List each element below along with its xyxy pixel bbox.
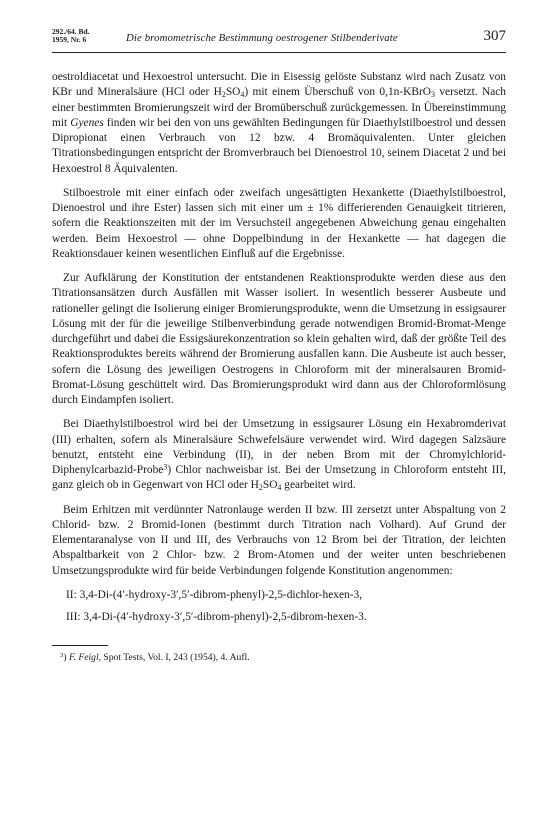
p1-text-b: SO: [225, 86, 241, 99]
footnote-mark: 3: [60, 652, 64, 660]
footnote-3: [60, 652, 506, 664]
p1-text-a: oestroldiacetat und Hexoestrol untersucht. Die in Eisessig gelöste Substanz wird nach Zusatz von KBr und Mineralsäure (HCl oder H: [52, 71, 506, 99]
p4-text-c: SO: [262, 479, 278, 492]
p1-text-d: versetzt. Nach einer bestimmten Bromierungszeit wird der Bromüberschuß zurückgemessen. In Übereinstimmung mit: [52, 86, 507, 129]
volume-line-2: 1959, Nr. 6: [52, 35, 87, 44]
paragraph-1: [52, 70, 506, 177]
p1-author-name: Gyenes: [70, 116, 104, 129]
p4-footnote-ref: 3: [163, 462, 168, 472]
formula-iii-text: 3,4-Di-(4′-hydroxy-3′,5′-dibrom-phenyl)-2,5-dibrom-hexen-3.: [83, 611, 367, 623]
volume-info: [52, 28, 90, 44]
article-body: [52, 70, 506, 664]
p1-text-c: ) mit einem Überschuß von 0,1n-KBrO: [244, 86, 431, 99]
p4-text-b: ) Chlor nachweisbar ist. Bei der Umsetzung in Chloroform entsteht III, ganz gleich ob in Gegenwart von HCl oder H: [52, 464, 506, 492]
page-header: [52, 26, 506, 53]
formula-ii-label: II:: [66, 588, 77, 601]
p4-sub-b: 2: [258, 483, 263, 493]
journal-page: [52, 26, 507, 664]
formula-iii: [66, 610, 506, 625]
footnote-text-b: , Spot Tests, Vol. I, 243 (1954), 4. Aufl.: [98, 652, 250, 664]
p4-text-d: gearbeitet wird.: [281, 479, 356, 492]
p1-sub-a: 2: [221, 90, 226, 100]
paragraph-5: Beim Erhitzen mit verdünnter Natronlauge werden II bzw. III zersetzt unter Abspaltung von 2 Chlorid- bzw. 2 Bromid-Ionen (bestimmt durch Titration nach Volhard). Auf Grund der Elementaranalyse von II und III, des Verbrauchs von 12 Brom bei der Titration, der leichten Abspaltbarkeit von 2 Chlor- bzw. 2 Brom-Atomen und der weiter unten beschriebenen Umsetzungsprodukte wird für beide Verbindungen folgende Konstitution angenommen:: [52, 503, 506, 577]
p1-text-e: finden wir bei den von uns gewählten Bedingungen für Diaethylstilboestrol und dessen Dipropionat einen Verbrauch von 12 bzw. 4 Bromäquivalenten. Unter gleichen Titrationsbedingungen entspricht der Bromverbrauch bei Dienoestrol 10, seinem Diacetat 2 und bei Hexoestrol 8 Äquivalenten.: [52, 116, 506, 175]
footnote-divider: [52, 645, 108, 646]
running-title: Die bromometrische Bestimmung oestrogener Stilbenderivate: [126, 32, 398, 44]
p4-text-a: Bei Diaethylstilboestrol wird bei der Umsetzung in essigsaurer Lösung ein Hexabromderivat (III) erhalten, sofern als Mineralsäure Schwefelsäure verwendet wird. Wird dagegen Salzsäure benutzt, entsteht eine Verbindung (II), in der neben Brom mit der Chromylchlorid-Diphenylcarbazid-Probe: [52, 418, 506, 476]
paragraph-3: Zur Aufklärung der Konstitution der entstandenen Reaktionsprodukte werden diese aus den Titrationsansätzen durch Ausfällen mit Wasser isoliert. In wesentlich besserer Ausbeute und rationeller gelingt die Isolierung einiger Bromierungsprodukte, wenn die Umsetzung in essigsaurer Lösung mit der für die jeweilige Stilbenverbindung gerade notwendigen Bromid-Bromat-Menge durchgeführt und dabei die Essigsäurekonzentration so klein gehalten wird, daß der größte Teil des Reaktionsproduktes bereits während der Bromierung ausfallen kann. Die Ausbeute ist auch besser, sofern die Lösung des jeweiligen Oestrogens in Chloroform mit der mineralsauren Bromid-Bromat-Lösung geschüttelt wird. Das Bromierungsprodukt wird dann aus der Chloroformlösung durch Eindampfen isoliert.: [52, 272, 506, 406]
paragraph-2: Stilboestrole mit einer einfach oder zweifach ungesättigten Hexankette (Diaethylstilboestrol, Dienoestrol und ihre Ester) lassen sich mit einer um ± 1% differierenden Genauigkeit titrieren, sofern die Reaktionszeiten mit der im Versuchsteil angegebenen Abweichung genau eingehalten werden. Beim Hexoestrol — ohne Doppelbindung in der Hexankette — hat dagegen die Reaktionsdauer keinen wesentlichen Einfluß auf die Ergebnisse.: [52, 186, 506, 260]
formula-ii-text: 3,4-Di-(4′-hydroxy-3′,5′-dibrom-phenyl)-2,5-dichlor-hexen-3,: [79, 588, 363, 601]
paragraph-4: [52, 417, 506, 493]
formula-ii: [66, 588, 506, 603]
volume-line-1: 292./64. Bd.: [52, 27, 90, 36]
page-number: 307: [483, 28, 506, 44]
footnote-author: F. Feigl: [68, 652, 99, 664]
footnote-text-a: ): [63, 652, 69, 664]
p4-sub-c: 4: [277, 483, 282, 493]
formula-iii-label: III:: [66, 611, 81, 623]
p1-sub-b: 4: [240, 90, 245, 100]
p1-sub-c: 3: [431, 90, 435, 100]
